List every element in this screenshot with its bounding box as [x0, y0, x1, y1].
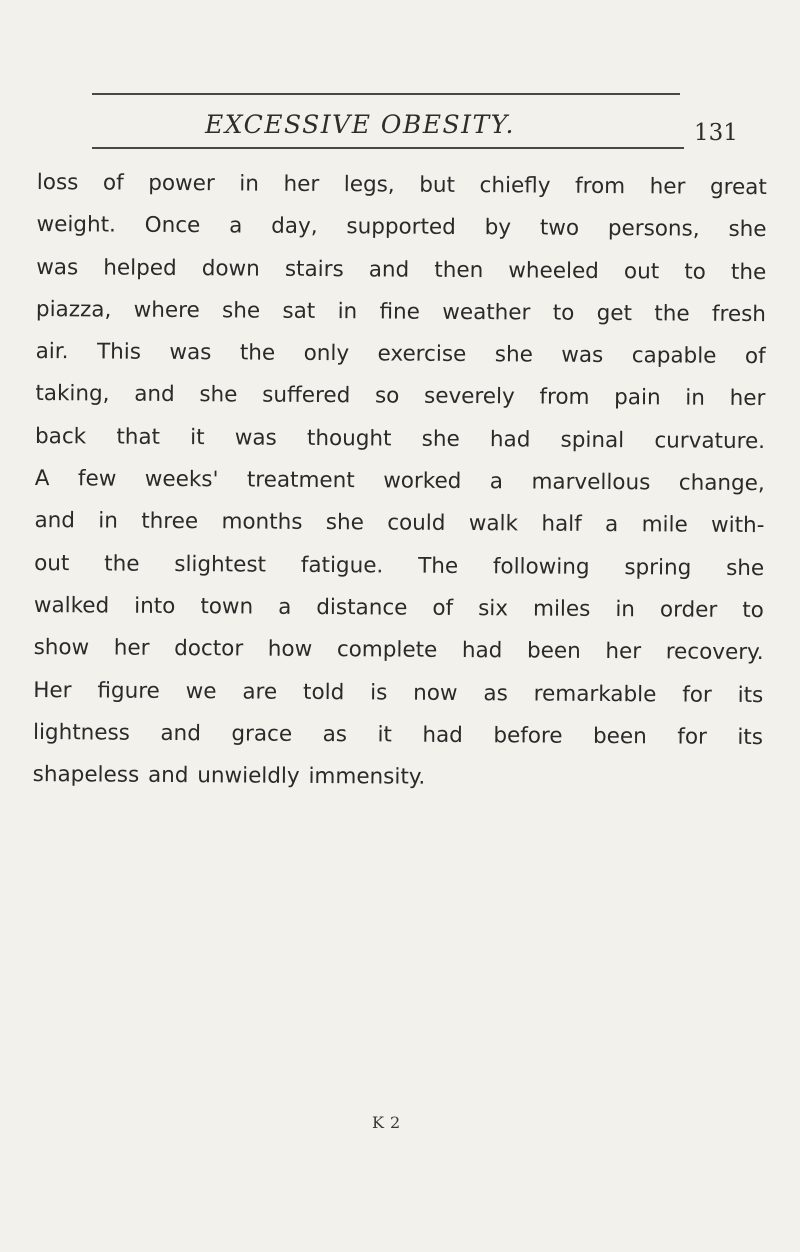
- text-line: lightness and grace as it had before been for its: [32, 719, 764, 750]
- text-line: and in three months she could walk half a mile with-: [34, 508, 765, 539]
- header-rule: [92, 147, 684, 149]
- top-rule: [92, 93, 680, 95]
- running-title: EXCESSIVE OBESITY.: [205, 110, 515, 139]
- text-line: show her doctor how complete had been her recovery.: [33, 635, 764, 666]
- text-line: loss of power in her legs, but chiefly from her great: [36, 169, 767, 201]
- text-line: shapeless and unwieldly immensity.: [32, 762, 426, 790]
- text-line: air. This was the only exercise she was capable of: [35, 339, 766, 370]
- text-line: taking, and she suffered so severely from pain in her: [35, 381, 766, 412]
- text-line: walked into town a distance of six miles in order to: [33, 592, 764, 624]
- text-line: weight. Once a day, supported by two persons, she: [36, 212, 767, 243]
- page-number: 131: [694, 120, 738, 146]
- text-line: out the slightest fatigue. The following spring she: [34, 550, 765, 581]
- text-line: piazza, where she sat in fine weather to get the fresh: [35, 296, 767, 327]
- signature-mark: K 2: [372, 1113, 401, 1132]
- text-line: back that it was thought she had spinal curvature.: [34, 423, 766, 454]
- text-line: A few weeks' treatment worked a marvellous change,: [34, 466, 765, 497]
- body-text: [33, 162, 767, 802]
- text-line: Her figure we are told is now as remarkable for its: [33, 677, 764, 708]
- text-line: was helped down stairs and then wheeled out to the: [36, 254, 767, 285]
